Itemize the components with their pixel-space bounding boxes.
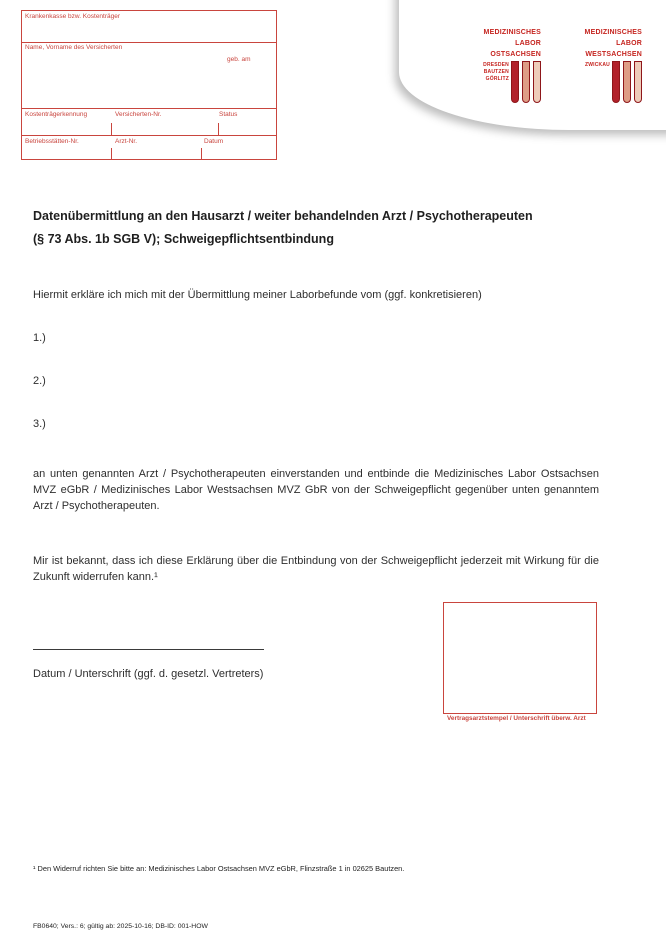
footnote: ¹ Den Widerruf richten Sie bitte an: Medizinisches Labor Ostsachsen MVZ eGbR, Flinzstraße 1 in 02625 Bautzen. xyxy=(33,864,405,873)
logo-ost-name-line: LABOR xyxy=(515,40,541,47)
logo-west-bottom xyxy=(585,61,642,103)
test-tubes-icon xyxy=(511,61,541,103)
logo-ost-cities xyxy=(483,62,509,83)
revocation-paragraph: Mir ist bekannt, dass ich diese Erklärung über die Entbindung von der Schweigepflicht jederzeit mit Wirkung für die Zukunft widerrufen kann.¹ xyxy=(33,555,599,583)
logo-city: GÖRLITZ xyxy=(485,76,509,82)
test-tube-icon xyxy=(511,61,519,103)
logo-ost-name-line: MEDIZINISCHES xyxy=(483,29,541,36)
test-tube-icon xyxy=(612,61,620,103)
numbered-line-2: 2.) xyxy=(33,375,46,387)
logo-ost-name-line: OSTSACHSEN xyxy=(490,51,541,58)
form-divider xyxy=(22,108,276,109)
field-separator-tick xyxy=(201,148,202,160)
form-divider xyxy=(22,42,276,43)
insurance-form-box xyxy=(21,10,277,160)
field-label-arzt-nr: Arzt-Nr. xyxy=(115,138,138,145)
numbered-line-3: 3.) xyxy=(33,418,46,430)
field-label-betriebsstaetten-nr: Betriebsstätten-Nr. xyxy=(25,138,79,145)
logo-city: DRESDEN xyxy=(483,62,509,68)
field-label-name-vorname: Name, Vorname des Versicherten xyxy=(25,44,123,51)
field-label-status: Status xyxy=(219,111,238,118)
logo-labor-westsachsen xyxy=(578,27,642,103)
stamp-box-caption: Vertragsarztstempel / Unterschrift überw. Arzt xyxy=(447,715,586,722)
field-separator-tick xyxy=(218,123,219,135)
field-label-datum: Datum xyxy=(204,138,224,145)
document-footer: FB0640; Vers.: 6; gültig ab: 2025-10-16; DB-ID: 001-HOW xyxy=(33,923,208,930)
stamp-box xyxy=(443,602,597,714)
field-label-versicherten-nr: Versicherten-Nr. xyxy=(115,111,162,118)
test-tube-icon xyxy=(634,61,642,103)
consent-paragraph: an unten genannten Arzt / Psychotherapeuten einverstanden und entbinde die Medizinisches Labor Ostsachsen MVZ eGbR / Medizinisches Labor Westsachsen MVZ GbR von der Schweigepflicht gegenüber unten genanntem Arzt / Psychotherapeuten. xyxy=(33,468,599,512)
test-tube-icon xyxy=(522,61,530,103)
document-title-line1: Datenübermittlung an den Hausarzt / weiter behandelnden Arzt / Psychotherapeuten xyxy=(33,209,533,223)
field-separator-tick xyxy=(111,123,112,135)
test-tube-icon xyxy=(623,61,631,103)
test-tubes-icon xyxy=(612,61,642,103)
logo-west-name-line: MEDIZINISCHES xyxy=(584,29,642,36)
signature-line xyxy=(33,649,264,650)
field-label-krankenkasse: Krankenkasse bzw. Kostenträger xyxy=(25,13,121,20)
numbered-line-1: 1.) xyxy=(33,332,46,344)
logo-labor-ostsachsen xyxy=(481,27,541,103)
logo-west-name-line: LABOR xyxy=(616,40,642,47)
field-label-geb-am: geb. am xyxy=(227,56,251,63)
form-divider xyxy=(22,135,276,136)
intro-paragraph: Hiermit erkläre ich mich mit der Übermittlung meiner Laborbefunde vom (ggf. konkretisieren) xyxy=(33,289,482,301)
logo-city: ZWICKAU xyxy=(584,62,610,68)
field-label-kostentraegerkennung: Kostenträgerkennung xyxy=(25,111,88,118)
logo-ost-bottom xyxy=(483,61,541,103)
logo-west-cities xyxy=(585,62,610,69)
document-title-line2: (§ 73 Abs. 1b SGB V); Schweigepflichtsentbindung xyxy=(33,232,334,246)
document-title xyxy=(33,205,633,251)
logo-city: BAUTZEN xyxy=(483,69,509,75)
field-separator-tick xyxy=(111,148,112,160)
logo-west-name-line: WESTSACHSEN xyxy=(585,51,642,58)
signature-label: Datum / Unterschrift (ggf. d. gesetzl. Vertreters) xyxy=(33,668,264,680)
test-tube-icon xyxy=(533,61,541,103)
